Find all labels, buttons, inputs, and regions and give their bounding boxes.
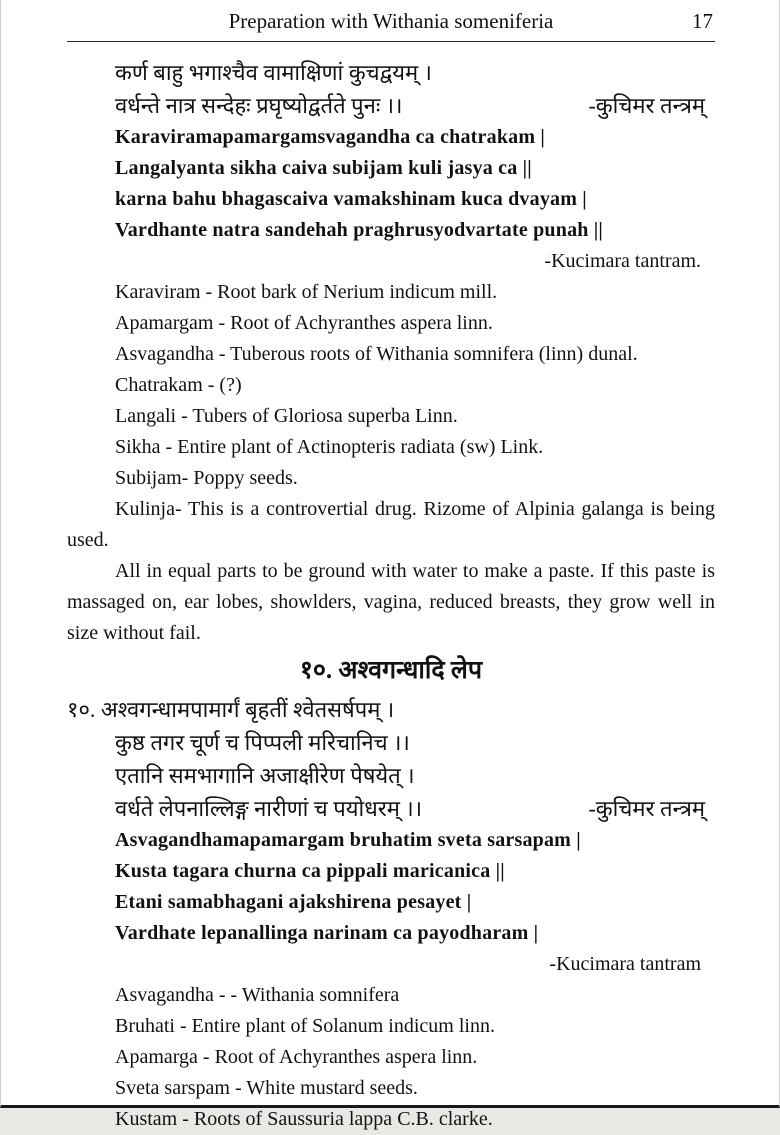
definition-line: Sveta sarspam - White mustard seeds.	[115, 1077, 418, 1099]
page-title: Preparation with Withania someniferia	[228, 9, 554, 33]
definition-line: Bruhati - Entire plant of Solanum indicum linn.	[115, 1015, 495, 1037]
transliteration-line: Langalyanta sikha caiva subijam kuli jasya ca ||	[115, 157, 532, 179]
verse-line: वर्धते लेपनाल्लिङ्ग नारीणां च पयोधरम् ।।	[115, 796, 423, 821]
definition-line: Apamarga - Root of Achyranthes aspera linn.	[115, 1046, 478, 1068]
transliteration-line: Asvagandhamapamargam bruhatim sveta sarsapam |	[115, 829, 581, 851]
verse-line: वर्धन्ते नात्र सन्देहः प्रघृष्योद्वर्तते पुनः ।।	[115, 93, 403, 118]
verse-line: एतानि समभागानि अजाक्षीरेण पेषयेत् ।	[115, 763, 415, 788]
definition-line: Subijam- Poppy seeds.	[115, 467, 298, 489]
definition-paragraph: Kulinja- This is a controvertial drug. Rizome of Alpinia galanga is being used.	[67, 498, 715, 551]
verse-attribution: -कुचिमर तन्त्रम्	[588, 796, 705, 821]
definition-line: Langali - Tubers of Gloriosa superba Linn.	[115, 405, 458, 427]
section-heading: १०. अश्वगन्धादि लेप	[299, 657, 483, 684]
body-paragraph: All in equal parts to be ground with water to make a paste. If this paste is massaged on, ear lobes, showlders, vagina, reduced breasts, they grow well in size without fail.	[67, 560, 715, 644]
definition-line: Sikha - Entire plant of Actinopteris radiata (sw) Link.	[115, 436, 544, 458]
verse-line: कुष्ठ तगर चूर्ण च पिप्पली मरिचानिच ।।	[115, 730, 410, 755]
source-attribution: -Kucimara tantram	[549, 953, 701, 975]
running-header	[67, 6, 715, 42]
verse-line: कर्ण बाहु भगाश्चैव वामाक्षिणां कुचद्वयम् ।	[115, 60, 432, 85]
definition-line: Kustam - Roots of Saussuria lappa C.B. clarke.	[115, 1108, 493, 1130]
source-attribution: -Kucimara tantram.	[544, 250, 701, 272]
verse-line: १०. अश्वगन्धामपामार्गं बृहतीं श्वेतसर्षपम् ।	[67, 697, 395, 722]
transliteration-line: Kusta tagara churna ca pippali maricanica ||	[115, 860, 505, 882]
definition-line: Karaviram - Root bark of Nerium indicum mill.	[115, 281, 498, 303]
transliteration-line: karna bahu bhagascaiva vamakshinam kuca dvayam |	[115, 188, 587, 210]
definition-line: Asvagandha - - Withania somnifera	[115, 984, 400, 1006]
definition-line: Chatrakam - (?)	[115, 374, 242, 396]
definition-line: Asvagandha - Tuberous roots of Withania somnifera (linn) dunal.	[115, 343, 638, 365]
page-number: 17	[692, 9, 713, 33]
transliteration-line: Etani samabhagani ajakshirena pesayet |	[115, 891, 472, 913]
transliteration-line: Karaviramapamargamsvagandha ca chatrakam |	[115, 126, 546, 148]
verse-attribution: -कुचिमर तन्त्रम्	[588, 93, 705, 118]
transliteration-line: Vardhante natra sandehah praghrusyodvartate punah ||	[115, 219, 604, 241]
transliteration-line: Vardhate lepanallinga narinam ca payodharam |	[115, 922, 539, 944]
definition-line: Apamargam - Root of Achyranthes aspera linn.	[115, 312, 493, 334]
